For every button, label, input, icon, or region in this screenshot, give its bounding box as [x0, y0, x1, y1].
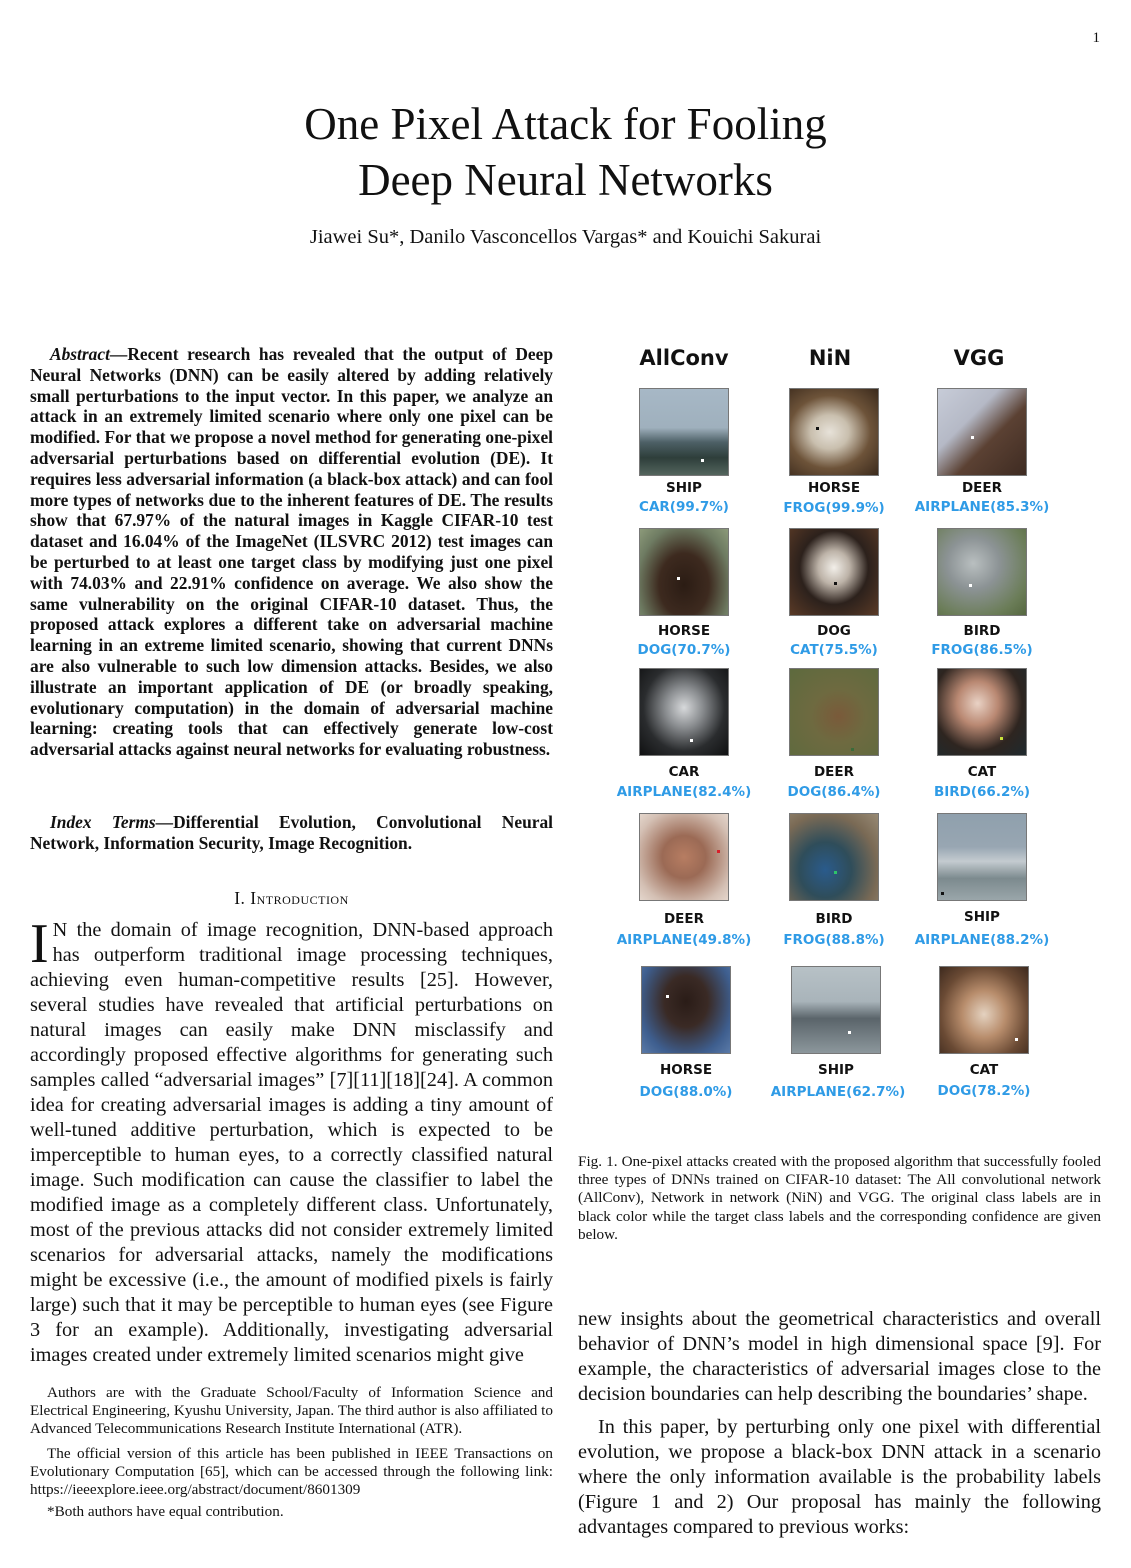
label-target: AIRPLANE(49.8%)	[616, 932, 752, 948]
paper-title	[0, 96, 1131, 208]
image-car-allconv	[639, 668, 729, 756]
footnote-affiliation: Authors are with the Graduate School/Faculty of Information Science and Electrical Engineering, Kyushu University, Japan. The third author is also affiliated to Advanced Telecommunications Research Institute International (ATR).	[30, 1384, 553, 1438]
label-target: CAT(75.5%)	[790, 642, 878, 658]
index-terms-label: Index Terms	[50, 812, 156, 832]
label-orig: DEER	[813, 764, 855, 780]
label-orig: HORSE	[657, 623, 711, 639]
image-bird-nin	[789, 813, 879, 901]
right-paragraph-1: new insights about the geometrical characteristics and overall behavior of DNN’s model in high dimensional space [9]. For example, the characteristics of adversarial images close to the decision boundaries can help describing the boundaries’ shape.	[578, 1308, 1101, 1405]
label-target: AIRPLANE(62.7%)	[770, 1084, 906, 1100]
title-line-2: Deep Neural Networks	[358, 155, 773, 205]
label-orig: DEER	[961, 480, 1003, 496]
image-horse-allconv-2	[641, 966, 731, 1054]
section-title: Introduction	[250, 888, 349, 908]
image-deer-vgg	[937, 388, 1027, 476]
right-column-text	[578, 1307, 1101, 1540]
abstract-text: —Recent research has revealed that the output of Deep Neural Networks (DNN) can be easily altered by adding relatively small perturbations to the input vector. In this paper, we analyze an attack in an extremely limited scenario where only one pixel can be modified. For that we propose a novel method for generating one-pixel adversarial perturbations based on differential evolution (DE). It requires less adversarial information (a black-box attack) and can fool more types of networks due to the inherent features of DE. The results show that 67.97% of the natural images in Kaggle CIFAR-10 test dataset and 16.04% of the ImageNet (ILSVRC 2012) test images can be perturbed to at least one target class by modifying just one pixel with 74.03% and 22.91% confidence on average. We also show the same vulnerability on the original CIFAR-10 dataset. Thus, the proposed attack explores a different take on adversarial machine learning in an extreme limited scenario, showing that current DNNs are also vulnerable to such low dimension attacks. Besides, we also illustrate an important application of DE (or broadly speaking, evolutionary computation) in the domain of adversarial machine learning: creating tools that can effectively generate low-cost adversarial attacks against neural networks for evaluating robustness.	[30, 344, 553, 760]
column-header-nin: NiN	[808, 346, 852, 370]
image-dog-nin	[789, 528, 879, 616]
image-cat-vgg-2	[939, 966, 1029, 1054]
title-line-1: One Pixel Attack for Fooling	[304, 99, 827, 149]
image-ship-allconv	[639, 388, 729, 476]
index-terms-text: —Differential Evolution, Convolutional Neural Network, Information Security, Image Recognition.	[30, 812, 553, 853]
label-orig: HORSE	[659, 1062, 713, 1078]
label-target: BIRD(66.2%)	[933, 784, 1031, 800]
abstract	[30, 344, 553, 760]
column-header-allconv: AllConv	[639, 346, 729, 370]
label-orig: SHIP	[964, 909, 1000, 925]
footnotes	[30, 1384, 553, 1521]
abstract-label: Abstract	[50, 344, 110, 364]
label-orig: BIRD	[815, 911, 853, 927]
label-target: DOG(86.4%)	[787, 784, 881, 800]
label-target: FROG(99.9%)	[783, 500, 885, 516]
intro-text: N the domain of image recognition, DNN-based approach has outperform traditional image processing techniques, achieving even human-competitive results [25]. However, several studies have revealed that artificial perturbations on natural images can easily make DNN misclassify and accordingly proposed effective algorithms for generating such samples called “adversarial images” [7][11][18][24]. A common idea for creating adversarial images is adding a tiny amount of well-tuned additive perturbation, which is expected to be imperceptible to human eyes, to a correctly classified natural image. Such modification can cause the classifier to label the modified image as a completely different class. Unfortunately, most of the previous attacks did not consider extremely limited scenarios for adversarial attacks, namely the modifications might be excessive (i.e., the amount of modified pixels is fairly large) such that it may be perceptible to human eyes (see Figure 3 for an example). Additionally, investigating adversarial images created under extremely limited scenarios might give	[30, 919, 553, 1366]
figure-caption: Fig. 1. One-pixel attacks created with the proposed algorithm that successfully fooled three types of DNNs trained on CIFAR-10 dataset: The All convolutional network (AllConv), Network in network (NiN) and VGG. The original class labels are in black color while the target class labels and the corresponding confidence are given below.	[578, 1153, 1101, 1243]
authors: Jiawei Su*, Danilo Vasconcellos Vargas* and Kouichi Sakurai	[309, 226, 822, 248]
label-target: FROG(86.5%)	[931, 642, 1033, 658]
section-heading	[30, 888, 553, 909]
page-number: 1	[1092, 30, 1100, 46]
image-cat-vgg	[937, 668, 1027, 756]
label-target: AIRPLANE(82.4%)	[616, 784, 752, 800]
label-orig: CAT	[967, 764, 997, 780]
image-ship-vgg	[937, 813, 1027, 901]
intro-paragraph	[30, 913, 553, 1368]
image-bird-vgg	[937, 528, 1027, 616]
image-deer-allconv	[639, 813, 729, 901]
drop-cap: I	[30, 913, 49, 975]
label-orig: CAT	[969, 1062, 999, 1078]
label-orig: DEER	[663, 911, 705, 927]
label-target: DOG(70.7%)	[637, 642, 731, 658]
image-horse-nin	[789, 388, 879, 476]
label-target: AIRPLANE(85.3%)	[914, 499, 1050, 515]
right-paragraph-2: In this paper, by perturbing only one pixel with differential evolution, we propose a black-box DNN attack in a scenario where the only information available is the probability labels (Figure 1 and 2) Our proposal has mainly the following advantages compared to previous works:	[578, 1416, 1101, 1538]
footnote-equal-contribution: *Both authors have equal contribution.	[47, 1503, 284, 1521]
label-target: AIRPLANE(88.2%)	[914, 932, 1050, 948]
column-header-vgg: VGG	[953, 346, 1005, 370]
label-orig: BIRD	[963, 623, 1001, 639]
label-orig: CAR	[668, 764, 700, 780]
label-target: DOG(88.0%)	[639, 1084, 733, 1100]
index-terms	[30, 812, 553, 854]
label-orig: SHIP	[666, 480, 702, 496]
label-orig: SHIP	[818, 1062, 854, 1078]
section-number: I.	[234, 888, 251, 908]
image-deer-nin	[789, 668, 879, 756]
image-ship-nin	[791, 966, 881, 1054]
label-orig: HORSE	[807, 480, 861, 496]
label-target: FROG(88.8%)	[783, 932, 885, 948]
label-target: DOG(78.2%)	[937, 1083, 1031, 1099]
label-target: CAR(99.7%)	[639, 499, 729, 515]
footnote-official-version: The official version of this article has been published in IEEE Transactions on Evolutionary Computation [65], which can be accessed through the following link: https://ieeexplore.ieee.org/abstract/document/8601309	[30, 1444, 553, 1499]
image-horse-allconv	[639, 528, 729, 616]
label-orig: DOG	[817, 623, 851, 639]
